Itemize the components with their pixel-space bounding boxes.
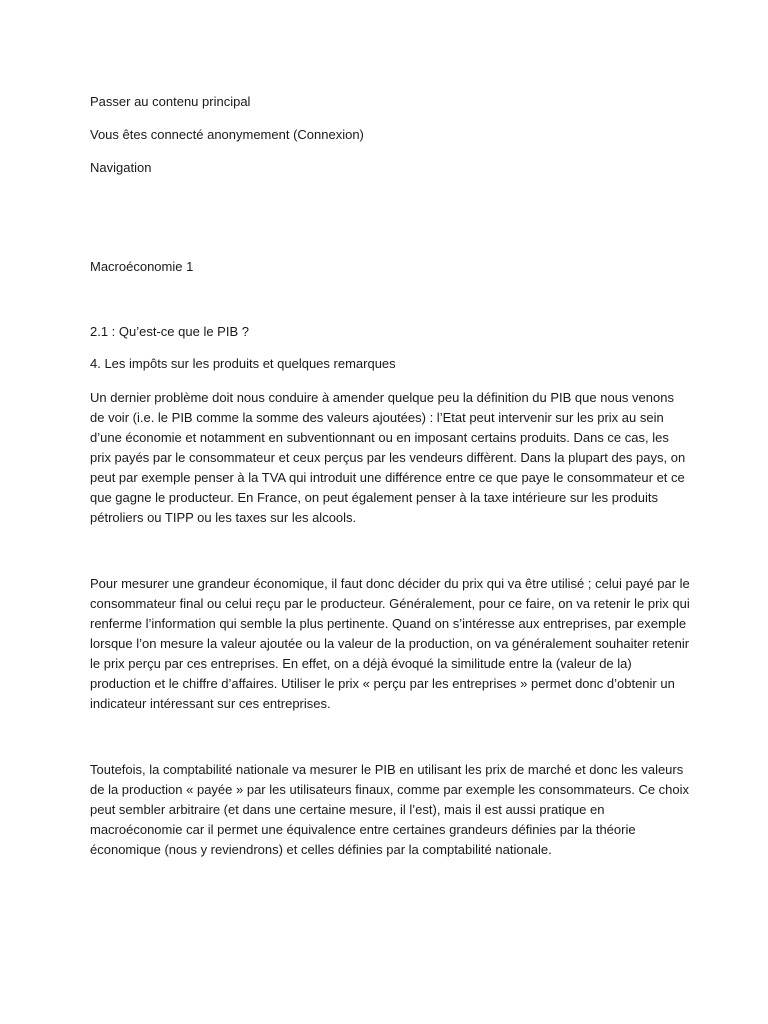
navigation-label[interactable]: Navigation <box>90 160 152 175</box>
course-title[interactable]: Macroéconomie 1 <box>90 259 194 274</box>
section-subtitle: 4. Les impôts sur les produits et quelques remarques <box>90 356 396 371</box>
section-title: 2.1 : Qu’est-ce que le PIB ? <box>90 324 249 339</box>
login-status[interactable]: Vous êtes connecté anonymement (Connexion) <box>90 127 364 142</box>
skip-to-content-link[interactable]: Passer au contenu principal <box>90 94 251 109</box>
paragraph-national-accounting: Toutefois, la comptabilité nationale va mesurer le PIB en utilisant les prix de marché et donc les valeurs de la production « payée » par les utilisateurs finaux, comme par exemple les consommateurs. Ce choix peut sembler arbitraire (et dans une certaine mesure, il l’est), mais il est aussi pratique en macroéconomie car il permet une équivalence entre certaines grandeurs définies par la théorie économique (nous y reviendrons) et celles définies par la comptabilité nationale. <box>90 762 690 857</box>
paragraph-price-choice: Pour mesurer une grandeur économique, il faut donc décider du prix qui va être utilisé ; celui payé par le consommateur final ou celui reçu par le producteur. Généralement, pour ce faire, on va retenir le prix qui renferme l’information qui semble la plus pertinente. Quand on s’intéresse aux entreprises, par exemple lorsque l’on mesure la valeur ajoutée ou la valeur de la production, on va généralement souhaiter retenir le prix perçu par ces entreprises. En effet, on a déjà évoqué la similitude entre la (valeur de la) production et le chiffre d’affaires. Utiliser le prix « perçu par les entreprises » permet donc d’obtenir un indicateur intéressant sur ces entreprises. <box>90 576 690 711</box>
paragraph-taxes-intro: Un dernier problème doit nous conduire à amender quelque peu la définition du PIB que nous venons de voir (i.e. le PIB comme la somme des valeurs ajoutées) : l’Etat peut intervenir sur les prix au sein d’une économie et notamment en subventionnant ou en imposant certains produits. Dans ce cas, les prix payés par le consommateur et ceux perçus par les vendeurs diffèrent. Dans la plupart des pays, on peut par exemple penser à la TVA qui introduit une différence entre ce que paye le consommateur et ce que gagne le producteur. En France, on peut également penser à la taxe intérieure sur les produits pétroliers ou TIPP ou les taxes sur les alcools. <box>90 390 686 525</box>
